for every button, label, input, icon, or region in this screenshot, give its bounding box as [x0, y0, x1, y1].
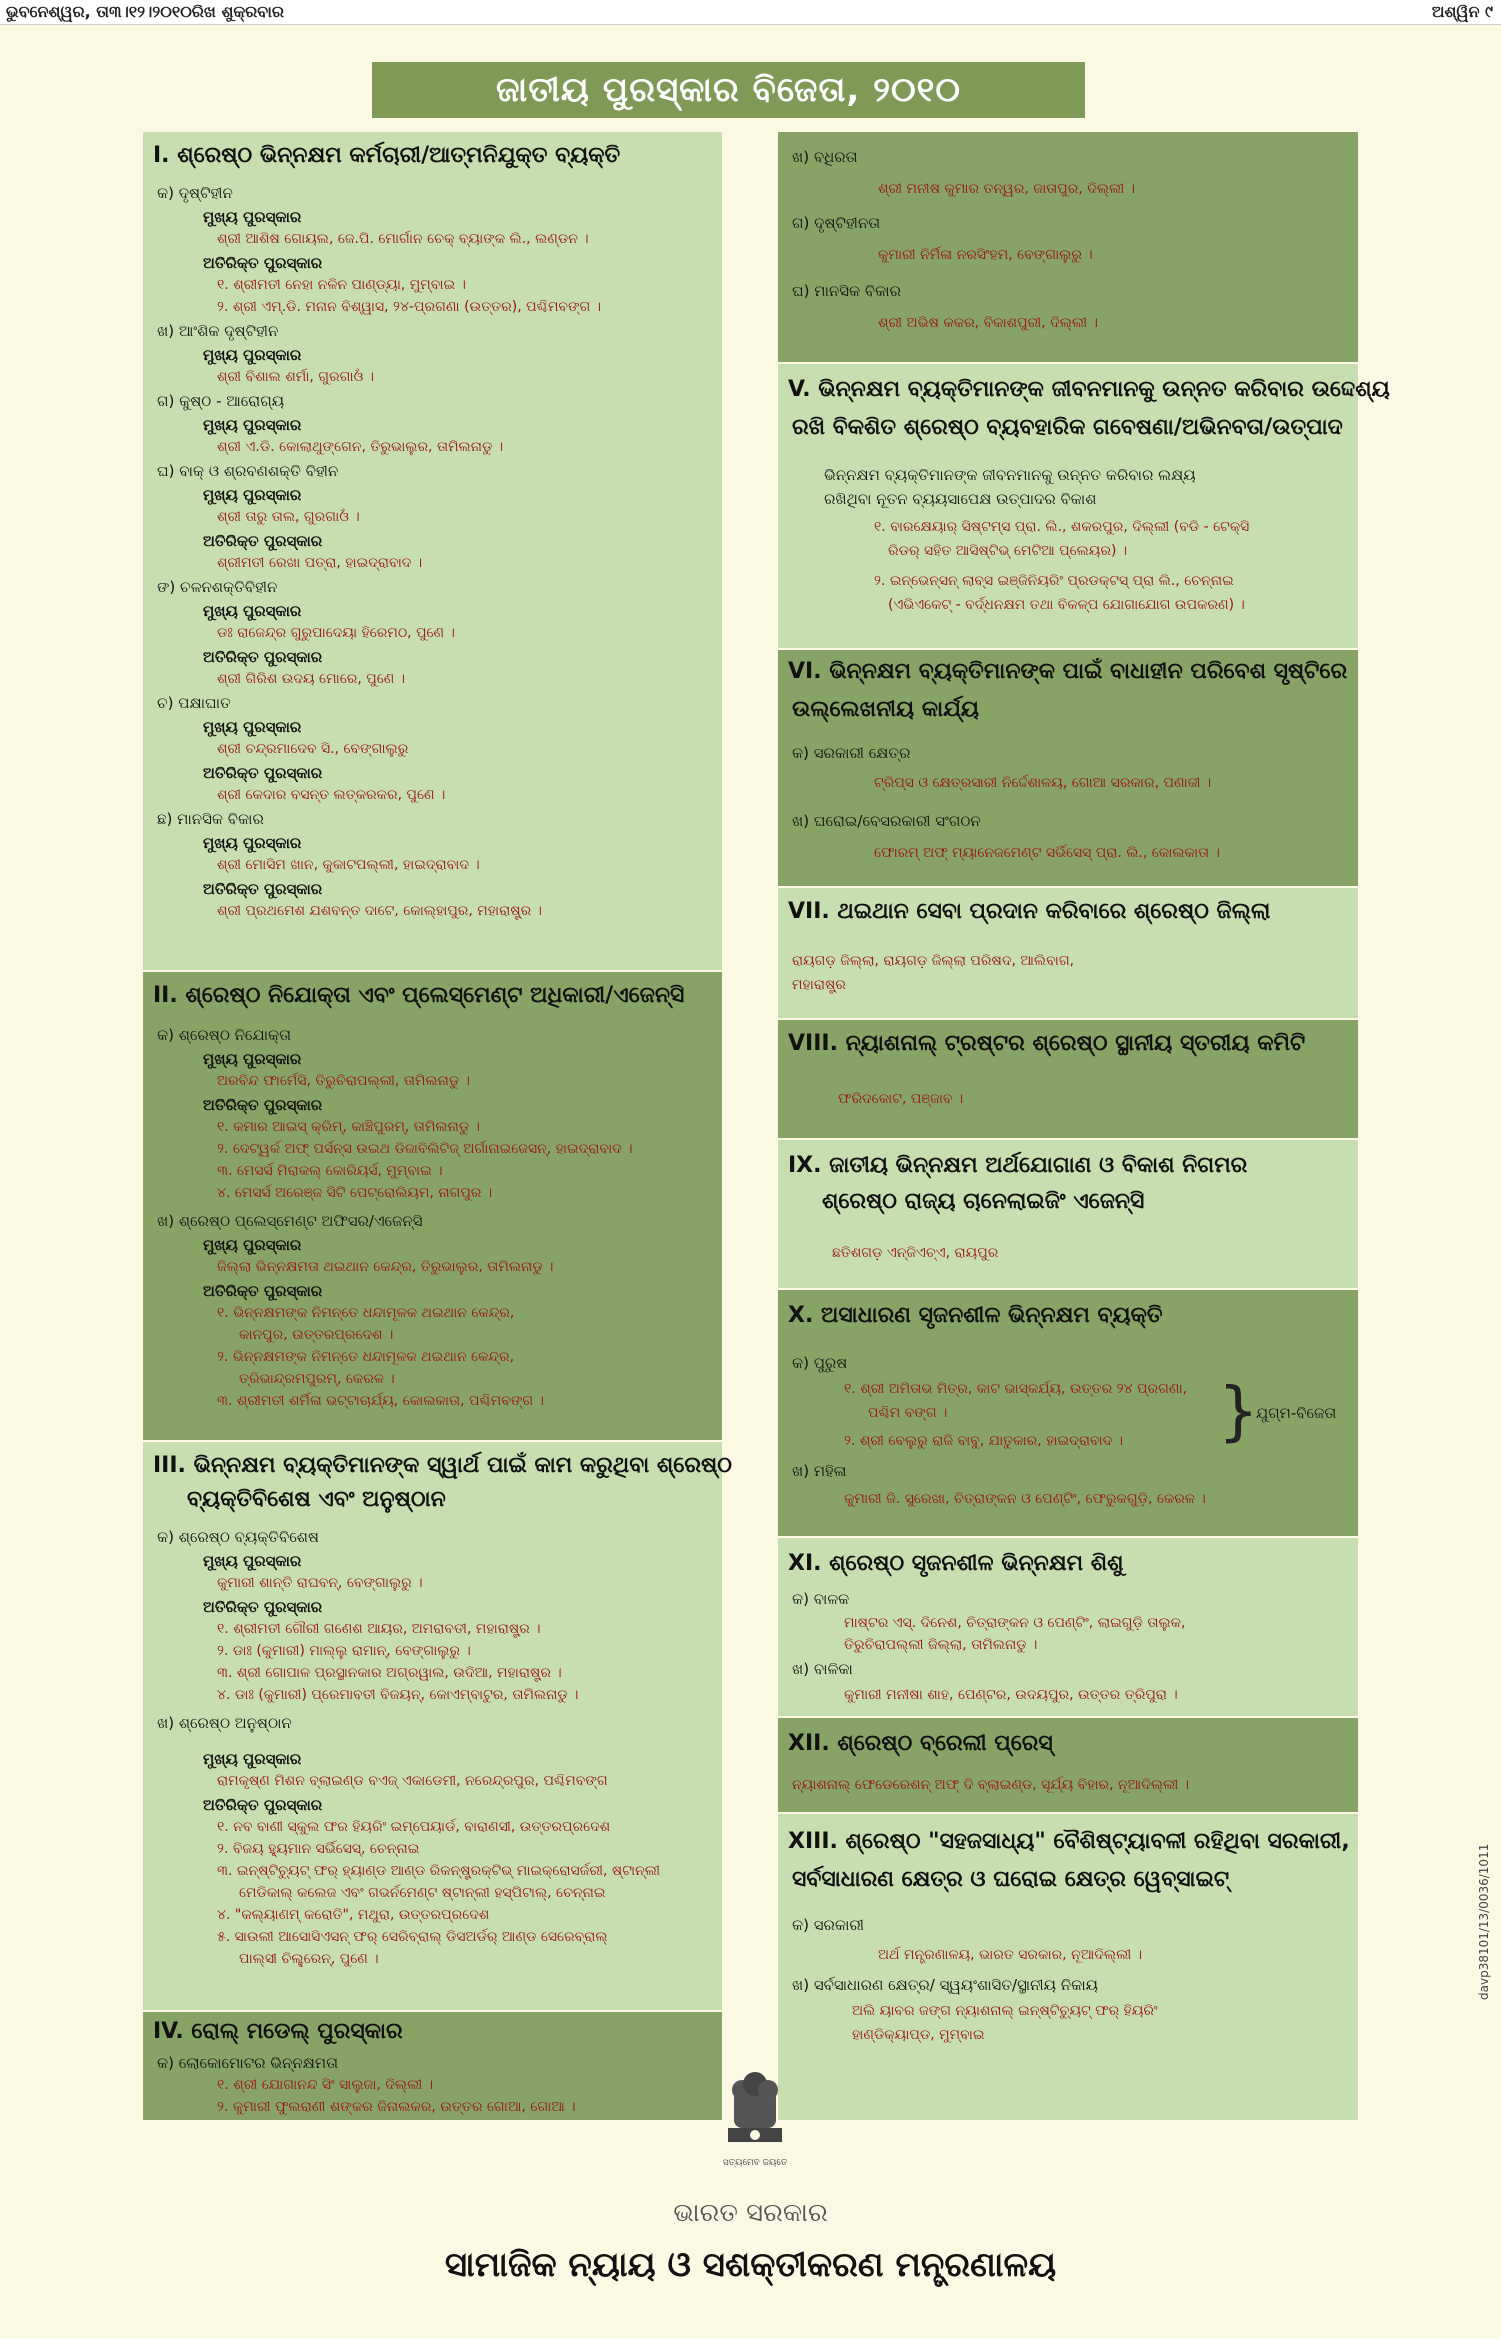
section-heading-cont: ରଖି ବିକଶିତ ଶ୍ରେଷ୍ଠ ବ୍ୟବହାରିକ ଗବେଷଣା/ଅଭିନବତା/ଉତ୍ପାଦ [792, 415, 1343, 440]
winner: ୩. ମେସର୍ସ ମିରାକଲ୍ କୋରିୟର୍ସ, ମୁମ୍ବାଇ । [217, 1163, 443, 1179]
winner: ଶ୍ରୀ କେଦାର ବସନ୍ତ ଲତ୍କରକର, ପୁଣେ । [217, 787, 446, 803]
winner: ଡଃ ରାଜେନ୍ଦ୍ର ଗୁରୁପାଦେୟା ହିରେମଠ, ପୁଣେ । [217, 625, 455, 641]
winner: ୧. ଶ୍ରୀମତୀ ଗୌରୀ ଗଣେଶ ଆୟର, ଅମରାବତୀ, ମହାରାଷ୍ଟ୍ର । [217, 1621, 541, 1637]
winner: ମାଷ୍ଟର ଏସ୍. ଦିନେଶ, ଚିତ୍ରାଙ୍କନ ଓ ପେଣ୍ଟିଂ, ଲାଇଗୁଡ଼ି ତାଲୁକ, [844, 1615, 1186, 1631]
section-8 [778, 1020, 1358, 1138]
category: ଗ) ଦୃଷ୍ଟିହୀନତା [792, 214, 881, 232]
section-heading: I. ଶ୍ରେଷ୍ଠ ଭିନ୍ନକ୍ଷମ କର୍ମଚାରୀ/ଆତ୍ମନିଯୁକ୍ତ ବ୍ୟକ୍ତି [153, 143, 621, 168]
winner: ତ୍ରିଭାନ୍ଦ୍ରମପୁରମ୍, କେରଳ । [239, 1371, 395, 1387]
section-heading: XI. ଶ୍ରେଷ୍ଠ ସୃଜନଶୀଳ ଭିନ୍ନକ୍ଷମ ଶିଶୁ [788, 1551, 1124, 1576]
category: କ) ଲୋକୋମୋଟର ଭିନ୍ନକ୍ଷମତା [157, 2054, 338, 2072]
section-heading-cont: ବ୍ୟକ୍ତିବିଶେଷ ଏବଂ ଅନୁଷ୍ଠାନ [187, 1487, 446, 1512]
award-type: ଅତିରିକ୍ତ ପୁରସ୍କାର [203, 648, 323, 666]
winner: ରାୟଗଡ଼ ଜିଲ୍ଲା, ରାୟଗଡ଼ ଜିଲ୍ଲା ପରିଷଦ, ଆଲିବାଗ, [792, 953, 1075, 969]
winner: ୪. "କଲ୍ୟାଣମ୍ କରୋତି", ମଥୁରା, ଉତ୍ତରପ୍ରଦେଶ [217, 1907, 490, 1923]
award-type: ମୁଖ୍ୟ ପୁରସ୍କାର [203, 834, 302, 852]
category: ଖ) ଘରୋଇ/ବେସରକାରୀ ସଂଗଠନ [792, 812, 981, 830]
award-type: ମୁଖ୍ୟ ପୁରସ୍କାର [203, 1750, 302, 1768]
award-type: ମୁଖ୍ୟ ପୁରସ୍କାର [203, 718, 302, 736]
winner: ୨. ଭିନ୍ନକ୍ଷମଙ୍କ ନିମନ୍ତେ ଧନ୍ଦାମୂଳକ ଥଇଥାନ କେନ୍ଦ୍ର, [217, 1349, 515, 1365]
winner: ତିରୁଚିରାପଲ୍ଲୀ ଜିଲ୍ଲା, ତାମିଲନାଡୁ । [844, 1637, 1038, 1653]
section-heading-cont: ଶ୍ରେଷ୍ଠ ରାଜ୍ୟ ଚାନେଲାଇଜିଂ ଏଜେନ୍ସି [822, 1189, 1145, 1214]
winner: କୁମାରୀ ଶାନ୍ତି ରାଘବନ୍, ବେଙ୍ଗାଲୁରୁ । [217, 1575, 423, 1591]
section-heading: IX. ଜାତୀୟ ଭିନ୍ନକ୍ଷମ ଅର୍ଥଯୋଗାଣ ଓ ବିକାଶ ନିଗମର [788, 1153, 1248, 1178]
section-heading-cont: ସର୍ବସାଧାରଣ କ୍ଷେତ୍ର ଓ ଘରୋଇ କ୍ଷେତ୍ର ୱେବ୍‌ସାଇଟ୍ [792, 1867, 1230, 1892]
winner: ରିଡର୍ ସହିତ ଆସିଷ୍ଟିଭ୍ ମେଟିଆ ପ୍ଲେୟର) । [888, 543, 1128, 559]
winner: ମେଡିକାଲ୍ କଲେଜ ଏବଂ ଗଭର୍ନମେଣ୍ଟ ଷ୍ଟାନ୍ଲୀ ହସ୍ପିଟାଲ୍, ଚେନ୍ନାଇ [239, 1885, 606, 1901]
winner: ୨. ଶ୍ରୀ ବେଲୁରୁ ରାଜି ବାବୁ, ଯାତୁକାର, ହାଇଦ୍ରାବାଦ । [844, 1433, 1124, 1449]
page-title: ଜାତୀୟ ପୁରସ୍କାର ବିଜେତା, ୨୦୧୦ [372, 62, 1085, 118]
winner: ଅର୍ଥ ମନ୍ତ୍ରଣାଳୟ, ଭାରତ ସରକାର, ନୂଆଦିଲ୍ଲୀ । [878, 1947, 1143, 1963]
section-3 [143, 1442, 732, 2010]
winner: ଶ୍ରୀ ଏ.ଡି. କୋଲାଥୁଙ୍ଗେନ, ତିରୁଭାଲୁର, ତାମିଲନାଡୁ । [217, 439, 504, 455]
section-12 [778, 1718, 1358, 1812]
award-type: ଅତିରିକ୍ତ ପୁରସ୍କାର [203, 764, 323, 782]
winner: ପଶ୍ଚିମ ବଙ୍ଗ । [868, 1405, 948, 1421]
winner: ୪. ମେସର୍ସ ଅରେଞ୍ଜ ସିଟି ପେଟ୍ରୋଲିୟମ, ନାଗପୁର । [217, 1185, 493, 1201]
winner: ୨. ଶ୍ରୀ ଏମ୍.ଡି. ମନାନ ବିଶ୍ୱାସ, ୨୪-ପ୍ରଗଣା (ଉତ୍ତର), ପଶ୍ଚିମବଙ୍ଗ । [217, 299, 602, 315]
joint-winner-label: ଯୁଗ୍ମ-ବିଜେତା [1256, 1404, 1337, 1422]
winner: ୧. ଭିନ୍ନକ୍ଷମଙ୍କ ନିମନ୍ତେ ଧନ୍ଦାମୂଳକ ଥଇଥାନ କେନ୍ଦ୍ର, [217, 1305, 515, 1321]
winner: ୧. ବାରକ୍ଷେୟାର୍ ସିଷ୍ଟମ୍ସ ପ୍ରା. ଲି., ଶକରପୁର, ଦିଲ୍ଲୀ (ବଡି - ଟେକ୍ସି [874, 519, 1250, 535]
winner: ଫୋରମ୍ ଅଫ୍ ମ୍ୟାନେଜମେଣ୍ଟ ସର୍ଭିସେସ୍ ପ୍ରା. ଲି., କୋଲକାତା । [874, 845, 1220, 861]
winner: ୫. ସାଉଲୀ ଆସୋସିଏସନ୍ ଫର୍ ସେରିବ୍ରାଲ୍ ଡିସଅର୍ଡର୍ ଆଣ୍ଡ ସେରେବ୍ରାଲ୍ [217, 1929, 608, 1945]
government-name: ଭାରତ ସରକାର [673, 2198, 828, 2228]
category: ଖ) ଆଂଶିକ ଦୃଷ୍ଟିହୀନ [157, 322, 279, 340]
winner: ୧. ଶ୍ରୀମତୀ ନେହା ନଳିନ ପାଣ୍ଡ୍ୟା, ମୁମ୍ବାଇ । [217, 277, 466, 293]
page-number: ଅଶ୍ୱିନ ୯ [1431, 2, 1493, 21]
section-4 [143, 2012, 722, 2120]
section-heading: III. ଭିନ୍ନକ୍ଷମ ବ୍ୟକ୍ତିମାନଙ୍କ ସ୍ୱାର୍ଥ ପାଇଁ କାମ କରୁଥିବା ଶ୍ରେଷ୍ଠ [153, 1453, 732, 1478]
category: ଗ) କୁଷ୍ଠ - ଆରୋଗ୍ୟ [157, 392, 285, 410]
winner: କାନପୁର, ଉତ୍ତରପ୍ରଦେଶ । [239, 1327, 394, 1343]
award-type: ମୁଖ୍ୟ ପୁରସ୍କାର [203, 486, 302, 504]
section-heading: V. ଭିନ୍ନକ୍ଷମ ବ୍ୟକ୍ତିମାନଙ୍କ ଜୀବନମାନକୁ ଉନ୍ନତ କରିବାର ଉଦ୍ଦେଶ୍ୟ [788, 377, 1390, 402]
winner: ୧. କମାର ଆଇସ୍ କ୍ରିମ୍, କାଞ୍ଚିପୁରମ୍, ତାମିଲନାଡୁ । [217, 1119, 480, 1135]
award-type: ଅତିରିକ୍ତ ପୁରସ୍କାର [203, 1096, 323, 1114]
winner: ୨. ଡାଃ (କୁମାରୀ) ମାଲ୍ଲୁ ରାମାନ୍, ବେଙ୍ଗାଲୁରୁ । [217, 1643, 471, 1659]
section-heading: II. ଶ୍ରେଷ୍ଠ ନିଯୋକ୍ତା ଏବଂ ପ୍ଲେସ୍ମେଣ୍ଟ ଅଧିକାରୀ/ଏଜେନ୍ସି [153, 983, 685, 1008]
section-2 [143, 972, 722, 1440]
winner: ଶ୍ରୀ ଅଭିଷ କକର, ବିକାଶପୁରୀ, ଦିଲ୍ଲୀ । [878, 315, 1098, 331]
category: ଖ) ସର୍ବସାଧାରଣ କ୍ଷେତ୍ର/ ସ୍ୱୟଂଶାସିତ/ସ୍ଥାନୀୟ ନିକାୟ [792, 1976, 1099, 1994]
award-type: ଅତିରିକ୍ତ ପୁରସ୍କାର [203, 1796, 323, 1814]
section-5 [778, 364, 1390, 648]
award-type: ମୁଖ୍ୟ ପୁରସ୍କାର [203, 208, 302, 226]
category: କ) ସରକାରୀ କ୍ଷେତ୍ର [792, 744, 911, 762]
category: ଖ) ମହିଳା [792, 1462, 847, 1480]
section-6 [778, 650, 1358, 886]
section-1 [143, 132, 722, 970]
section-9 [778, 1140, 1358, 1288]
section-heading: XII. ଶ୍ରେଷ୍ଠ ବ୍ରେଲୀ ପ୍ରେସ୍ [788, 1731, 1053, 1756]
category: କ) ସରକାରୀ [792, 1916, 865, 1934]
winner: ୩. ଶ୍ରୀମତୀ ଶର୍ମିଳା ଭଟ୍ଟାଚାର୍ଯ୍ୟ, କୋଲକାତା, ପଶ୍ଚିମବଙ୍ଗ । [217, 1393, 544, 1409]
section-10 [778, 1290, 1358, 1536]
category: ଛ) ମାନସିକ ବିକାର [157, 810, 264, 828]
sub-heading: ରଖିଥିବା ନୂତନ ବ୍ୟୟସାପେକ୍ଷ ଉତ୍ପାଦର ବିକାଶ [824, 490, 1097, 508]
national-emblem-icon [720, 2070, 790, 2168]
section-heading: XIII. ଶ୍ରେଷ୍ଠ "ସହଜସାଧ୍ୟ" ବୈଶିଷ୍ଟ୍ୟାବଳୀ ରହିଥିବା ସରକାରୀ, [788, 1829, 1350, 1854]
category: ଖ) ବାଳିକା [792, 1660, 853, 1678]
winner: କୁମାରୀ ଜି. ସୁରେଖା, ଚିତ୍ରାଙ୍କନ ଓ ପେଣ୍ଟିଂ, ଫେରୁକଗୁଡ଼ି, କେରଳ । [844, 1491, 1206, 1507]
emblem-motto: ସତ୍ୟମେବ ଜୟତେ [722, 2158, 788, 2168]
winner: ଅଲି ୟାବର ଜଙ୍ଗ ନ୍ୟାଶନାଲ୍ ଇନ୍‌ଷ୍ଟିଚ୍ୟୁଟ୍ ଫର୍ ହିୟରିଂ [852, 2003, 1158, 2019]
winner: ୧. ଶ୍ରୀ ଯୋଗାନନ୍ଦ ସିଂ ସାଲୁଜା, ଦିଲ୍ଲୀ । [217, 2077, 434, 2093]
category: ଖ) ବଧିରତା [792, 148, 858, 166]
section-4-cont [778, 132, 1358, 362]
category: ଘ) ମାନସିକ ବିକାର [792, 282, 901, 300]
category: ଘ) ବାକ୍ ଓ ଶ୍ରବଣଶକ୍ତି ବିହୀନ [157, 462, 339, 480]
award-type: ଅତିରିକ୍ତ ପୁରସ୍କାର [203, 1282, 323, 1300]
winner: ଶ୍ରୀମତୀ ରେଖା ପତ୍ରା, ହାଇଦ୍ରାବାଦ । [217, 555, 423, 571]
award-type: ଅତିରିକ୍ତ ପୁରସ୍କାର [203, 1598, 323, 1616]
category: କ) ଶ୍ରେଷ୍ଠ ନିଯୋକ୍ତା [157, 1026, 291, 1044]
award-type: ମୁଖ୍ୟ ପୁରସ୍କାର [203, 1552, 302, 1570]
winner: ୧. ନବ ବାଣୀ ସ୍କୁଲ ଫର ହିୟରିଂ ଇମ୍ପେୟାର୍ଡ, ବାରାଣସୀ, ଉତ୍ତରପ୍ରଦେଶ [217, 1819, 611, 1835]
section-heading: VII. ଥଇଥାନ ସେବା ପ୍ରଦାନ କରିବାରେ ଶ୍ରେଷ୍ଠ ଜିଲ୍ଲା [788, 899, 1271, 924]
section-11 [778, 1538, 1358, 1716]
winner: ୧. ଶ୍ରୀ ଅମିତାଭ ମିତ୍ର, କାଟ ଭାସ୍କର୍ଯ୍ୟ, ଉତ୍ତର ୨୪ ପ୍ରଗଣା, [844, 1381, 1188, 1397]
ministry-name: ସାମାଜିକ ନ୍ୟାୟ ଓ ସଶକ୍ତୀକରଣ ମନ୍ତ୍ରଣାଳୟ [444, 2245, 1057, 2285]
winner: ଶ୍ରୀ ଗିରିଶ ଉଦୟ ମୋରେ, ପୁଣେ । [217, 671, 406, 687]
winner: ଜିଲ୍ଲା ଭିନ୍ନକ୍ଷମତା ଥଇଥାନ କେନ୍ଦ୍ର, ତିରୁଭାଲୁର, ତାମିଲନାଡୁ । [217, 1259, 554, 1275]
award-type: ମୁଖ୍ୟ ପୁରସ୍କାର [203, 1050, 302, 1068]
winner: ମହାରାଷ୍ଟ୍ର [792, 977, 846, 993]
section-13 [778, 1814, 1358, 2120]
category: କ) ପୁରୁଷ [792, 1354, 848, 1372]
category: ଚ) ପକ୍ଷାଘାତ [157, 694, 231, 712]
section-heading: VIII. ନ୍ୟାଶନାଲ୍ ଟ୍ରଷ୍ଟର ଶ୍ରେଷ୍ଠ ସ୍ଥାନୀୟ ସ୍ତରୀୟ କମିଟି [788, 1031, 1306, 1056]
award-type: ମୁଖ୍ୟ ପୁରସ୍କାର [203, 346, 302, 364]
section-7 [778, 888, 1358, 1018]
category: ଖ) ଶ୍ରେଷ୍ଠ ପ୍ଲେସ୍ମେଣ୍ଟ ଅଫିସର/ଏଜେନ୍ସି [157, 1212, 423, 1230]
winner: ଟ୍ରିପ୍ସ ଓ କ୍ଷେତ୍ରସାରୀ ନିର୍ଦ୍ଦେଶାଳୟ, ଗୋଆ ସରକାର, ପଣାଜୀ । [874, 775, 1212, 791]
category: କ) ଶ୍ରେଷ୍ଠ ବ୍ୟକ୍ତିବିଶେଷ [157, 1528, 319, 1546]
winner: ଶ୍ରୀ ମୋସିମ ଖାନ, କୁକାଟପଲ୍ଲୀ, ହାଇଦ୍ରାବାଦ । [217, 857, 480, 873]
category: କ) ବାଳକ [792, 1590, 850, 1608]
winner: ଅରବିନ୍ଦ ଫାର୍ମେସି, ତିରୁଚିରାପଲ୍ଲୀ, ତାମିଲନାଡୁ । [217, 1073, 470, 1089]
dateline: ଭୁବନେଶ୍ୱର, ତା୩।୧୨।୨୦୧୦ରିଖ ଶୁକ୍ରବାର [6, 2, 284, 21]
award-type: ମୁଖ୍ୟ ପୁରସ୍କାର [203, 1236, 302, 1254]
winner: ୨. ଇନ୍‌ଭେନ୍‌ସନ୍ ଲାବ୍ସ ଇଞ୍ଜିନିୟରିଂ ପ୍ରଡକ୍ଟସ୍ ପ୍ରା ଲି., ଚେନ୍ନାଇ [874, 573, 1234, 589]
section-heading: VI. ଭିନ୍ନକ୍ଷମ ବ୍ୟକ୍ତିମାନଙ୍କ ପାଇଁ ବାଧାହୀନ ପରିବେଶ ସୃଷ୍ଟିରେ [788, 659, 1348, 684]
award-type: ମୁଖ୍ୟ ପୁରସ୍କାର [203, 602, 302, 620]
award-type: ମୁଖ୍ୟ ପୁରସ୍କାର [203, 416, 302, 434]
winner: ଶ୍ରୀ ଆଶିଷ ଗୋୟଲ, ଜେ.ପି. ମୋର୍ଗାନ ଚେକ୍ ବ୍ୟାଙ୍କ ଲି., ଲଣ୍ଡନ । [217, 231, 589, 247]
winner: ୨. ଦେଟ୍‌ୱର୍କ ଅଫ୍ ପର୍ସନ୍ସ ଉଇଥ ଡିଜାବିଲିଟିଜ୍ ଅର୍ଗାନାଇଜେସନ୍, ହାଇଦ୍ରାବାଦ । [217, 1141, 633, 1157]
winner: ଶ୍ରୀ ବିଶାଲ ଶର୍ମା, ଗୁରଗାଓଁ । [217, 369, 375, 385]
category: ଖ) ଶ୍ରେଷ୍ଠ ଅନୁଷ୍ଠାନ [157, 1714, 292, 1732]
ad-code: davp38101/13/0036/1011 [1477, 1843, 1491, 2000]
winner: ଫରିଦକୋଟ, ପଞ୍ଜାବ । [838, 1091, 964, 1107]
category: ଙ) ଚଳନଶକ୍ତିବିହୀନ [157, 578, 278, 596]
award-type: ଅତିରିକ୍ତ ପୁରସ୍କାର [203, 880, 323, 898]
newspaper-header [0, 0, 1501, 25]
section-heading: X. ଅସାଧାରଣ ସୃଜନଶୀଳ ଭିନ୍ନକ୍ଷମ ବ୍ୟକ୍ତି [788, 1303, 1163, 1328]
sub-heading: ଭିନ୍ନକ୍ଷମ ବ୍ୟକ୍ତିମାନଙ୍କ ଜୀବନମାନକୁ ଉନ୍ନତ କରିବାର ଲକ୍ଷ୍ୟ [824, 466, 1196, 484]
winner: ରାମକୃଷ୍ଣ ମିଶନ ବ୍ଲାଇଣ୍ଡ ବଏଜ୍ ଏକାଡେମୀ, ନରେନ୍ଦ୍ରପୁର, ପଶ୍ଚିମବଙ୍ଗ [217, 1773, 608, 1789]
award-type: ଅତିରିକ୍ତ ପୁରସ୍କାର [203, 532, 323, 550]
winner: ପାଲ୍ସୀ ଚିଲ୍ଡ୍ରେନ୍, ପୁଣେ । [239, 1951, 379, 1967]
award-type: ଅତିରିକ୍ତ ପୁରସ୍କାର [203, 254, 323, 272]
brace: } [1218, 1375, 1259, 1449]
winner: ଶ୍ରୀ ଚନ୍ଦ୍ରମାଦେବ ସି., ବେଙ୍ଗାଲୁରୁ [217, 741, 409, 757]
winner: ୨. କୁମାରୀ ଫୁଲରାଣୀ ଶଙ୍କର ଜିନାଲକର, ଉତ୍ତର ଗୋଆ, ଗୋଆ । [217, 2099, 576, 2115]
winner: ହାଣ୍ଡିକ୍ୟାପ୍‌ଡ, ମୁମ୍ବାଇ [852, 2027, 985, 2043]
winner: କୁମାରୀ ନିର୍ମିଳା ନରସିଂହମ, ବେଙ୍ଗାଲୁରୁ । [878, 247, 1093, 263]
winner: ଛତିଶଗଡ଼ ଏନ୍‌ଜିଏଚ୍‌ଏ, ରାୟପୁର [832, 1245, 999, 1261]
section-heading-cont: ଉଲ୍ଲେଖନୀୟ କାର୍ଯ୍ୟ [792, 697, 980, 722]
winner: ନ୍ୟାଶନାଲ୍ ଫେଡେରେଶନ୍ ଅଫ୍ ଦି ବ୍ଲାଇଣ୍ଡ, ସୂର୍ଯ୍ୟ ବିହାର, ନୂଆଦିଲ୍ଲୀ । [792, 1777, 1190, 1793]
category: କ) ଦୃଷ୍ଟିହୀନ [157, 184, 233, 202]
winner: ୪. ଡାଃ (କୁମାରୀ) ପ୍ରେମାବତୀ ବିଜୟନ୍, କୋଏମ୍ବାଟୁର, ତାମିଲନାଡୁ । [217, 1687, 579, 1703]
winner: ଶ୍ରୀ ତାରୁ ତାଲ, ଗୁରଗାଓଁ । [217, 509, 360, 525]
winner: ଶ୍ରୀ ପ୍ରଥମେଶ ଯଶବନ୍ତ ଦାଟେ, କୋଲ୍ହାପୁର, ମହାରାଷ୍ଟ୍ର । [217, 903, 542, 919]
winner: (ଏଭିଏକେଟ୍ - ବର୍ଦ୍ଧନକ୍ଷମ ତଥା ବିକଳ୍ପ ଯୋଗାଯୋଗ ଉପକରଣ) । [888, 597, 1245, 613]
winner: ୩. ଇନ୍‌ଷ୍ଟିଚ୍ୟୁଟ୍ ଫର୍ ହ୍ୟାଣ୍ଡ ଆଣ୍ଡ ରିକନ୍ଷ୍ଟ୍ରକ୍ଟିଭ୍ ମାଇକ୍ରୋସର୍ଜରୀ, ଷ୍ଟାନ୍ଲୀ [217, 1863, 660, 1879]
winner: ୩. ଶ୍ରୀ ଗୋପାଳ ପ୍ରସ୍ଥାନକାର ଅଗ୍ରୱାଲ, ଉଦିଆ, ମହାରାଷ୍ଟ୍ର । [217, 1665, 562, 1681]
section-heading: IV. ରୋଲ୍ ମଡେଲ୍ ପୁରସ୍କାର [153, 2019, 403, 2044]
winner: ଶ୍ରୀ ମନୀଷ କୁମାର ତନ୍ୱର, ଜାତାପୁର, ଦିଲ୍ଲୀ । [878, 181, 1136, 197]
winner: ୨. ବିଜୟ ହ୍ୟୁମାନ ସର୍ଭିସେସ୍, ଚେନ୍ନାଇ [217, 1841, 420, 1857]
winner: କୁମାରୀ ମନୀଷା ଶାହ, ପେଣ୍ଟର, ଉଦୟପୁର, ଉତ୍ତର ତ୍ରିପୁରା । [844, 1687, 1178, 1703]
